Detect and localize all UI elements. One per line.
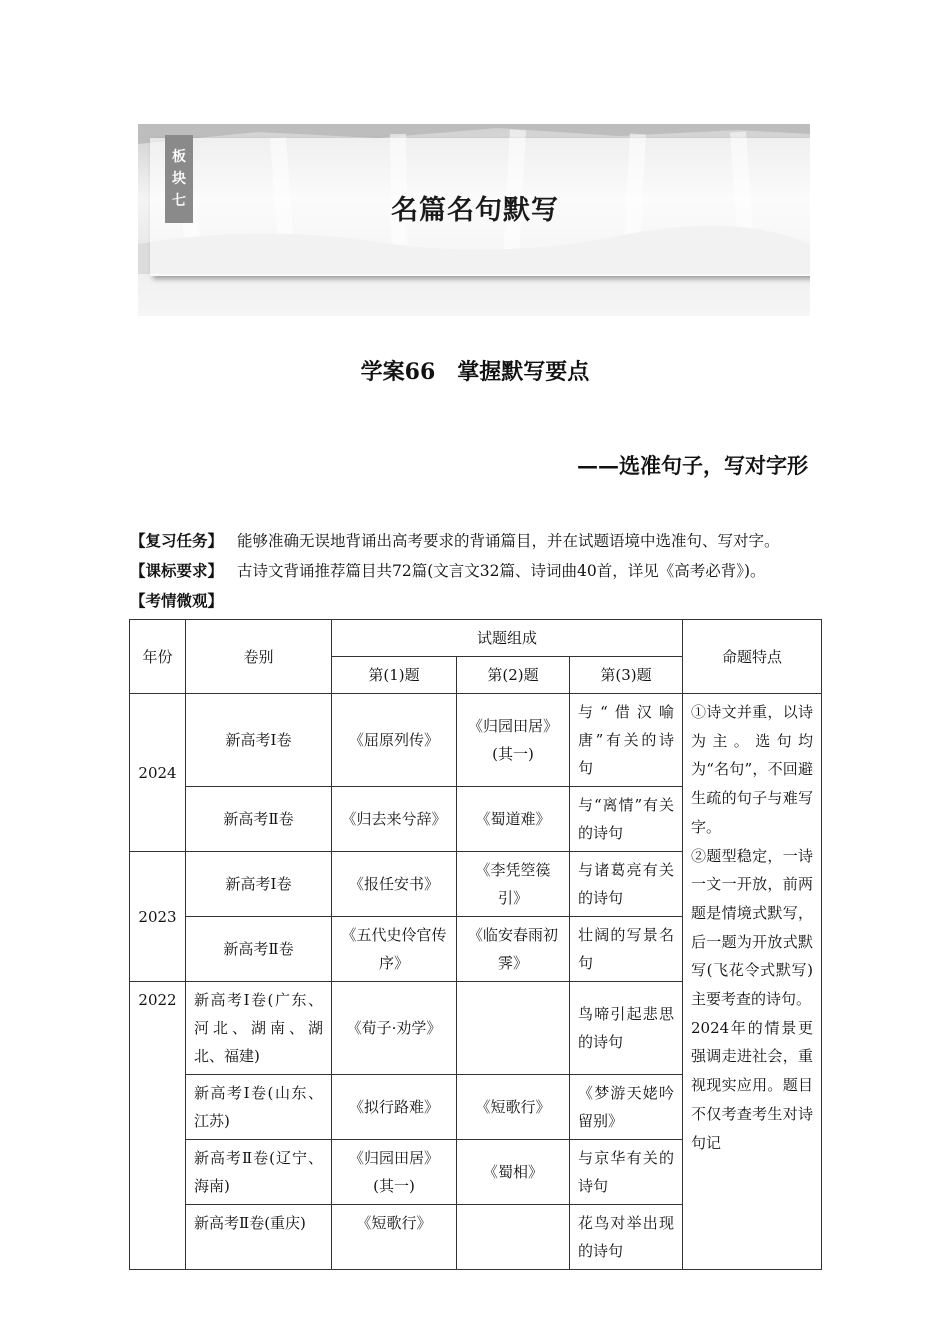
q3-cell: 壮阔的写景名句	[570, 917, 683, 982]
banner-title: 名篇名句默写	[391, 195, 559, 226]
lesson-number: 学案66	[360, 359, 436, 385]
header-paper: 卷别	[186, 620, 332, 694]
paper-cell: 新高考Ⅱ卷(重庆)	[186, 1205, 332, 1270]
q3-cell: 与诸葛亮有关的诗句	[570, 852, 683, 917]
q1-cell: 《归园田居》(其一)	[332, 1140, 457, 1205]
curriculum-label: 【课标要求】	[130, 562, 224, 580]
block-tag	[165, 135, 193, 223]
q3-cell: 鸟啼引起悲思的诗句	[570, 982, 683, 1075]
header-q2: 第(2)题	[457, 657, 570, 694]
curriculum-text: 古诗文背诵推荐篇目共72篇(文言文32篇、诗词曲40首，详见《高考必背》)。	[237, 562, 766, 580]
q2-cell: 《临安春雨初霁》	[457, 917, 570, 982]
q3-cell: 《梦游天姥吟留别》	[570, 1075, 683, 1140]
header-q3: 第(3)题	[570, 657, 683, 694]
review-task-text: 能够准确无误地背诵出高考要求的背诵篇目，并在试题语境中选准句、写对字。	[237, 532, 780, 550]
q3-cell: 花鸟对举出现的诗句	[570, 1205, 683, 1270]
exam-table	[129, 619, 822, 1270]
lesson-subtitle: ——选准句子，写对字形	[577, 453, 808, 478]
q1-cell: 《拟行路难》	[332, 1075, 457, 1140]
q1-cell: 《报任安书》	[332, 852, 457, 917]
paper-cell: 新高考Ⅱ卷	[186, 787, 332, 852]
header-feature: 命题特点	[683, 620, 822, 694]
review-task	[130, 530, 780, 552]
q3-cell: 与“借汉喻唐”有关的诗句	[570, 694, 683, 787]
q2-cell: 《短歌行》	[457, 1075, 570, 1140]
q2-cell	[457, 982, 570, 1075]
feature-cell	[683, 694, 822, 1270]
q2-cell: 《蜀相》	[457, 1140, 570, 1205]
feature-point: ①诗文并重，以诗为主。选句均为“名句”，不回避生疏的句子与难写字。	[691, 703, 813, 836]
paper-cell: 新高考Ⅰ卷	[186, 852, 332, 917]
year-cell: 2024	[130, 694, 186, 852]
block-tag-char: 块	[172, 171, 186, 187]
block-tag-char: 板	[172, 149, 186, 165]
exam-overview-label: 【考情微观】	[130, 592, 224, 610]
feature-point: 2024年的情景更强调走进社会，重视现实应用。题目不仅考查考生对诗句记	[691, 1018, 813, 1152]
year-cell: 2022	[130, 982, 186, 1270]
curriculum-requirement	[130, 560, 766, 582]
paper-cell: 新高考Ⅱ卷	[186, 917, 332, 982]
q3-cell: 与京华有关的诗句	[570, 1140, 683, 1205]
q2-cell	[457, 1205, 570, 1270]
paper-cell: 新高考Ⅱ卷(辽宁、海南)	[186, 1140, 332, 1205]
header-question-group: 试题组成	[332, 620, 683, 657]
lesson-title	[0, 355, 950, 386]
block-tag-char: 七	[172, 193, 186, 209]
q2-cell: 《蜀道难》	[457, 787, 570, 852]
paper-cell: 新高考Ⅰ卷(山东、江苏)	[186, 1075, 332, 1140]
table-row	[130, 694, 822, 787]
header-year: 年份	[130, 620, 186, 694]
header-q1: 第(1)题	[332, 657, 457, 694]
exam-overview	[130, 590, 237, 612]
paper-cell: 新高考Ⅰ卷(广东、河北、湖南、湖北、福建)	[186, 982, 332, 1075]
q1-cell: 《五代史伶官传序》	[332, 917, 457, 982]
q2-cell: 《归园田居》(其一)	[457, 694, 570, 787]
q3-cell: 与“离情”有关的诗句	[570, 787, 683, 852]
lesson-name: 掌握默写要点	[457, 359, 590, 385]
q2-cell: 《李凭箜篌引》	[457, 852, 570, 917]
q1-cell: 《短歌行》	[332, 1205, 457, 1270]
q1-cell: 《荀子·劝学》	[332, 982, 457, 1075]
feature-point: ②题型稳定，一诗一文一开放，前两题是情境式默写，后一题为开放式默写(飞花令式默写)主要考查的诗句。	[691, 846, 813, 1009]
q1-cell: 《归去来兮辞》	[332, 787, 457, 852]
review-task-label: 【复习任务】	[130, 532, 224, 550]
paper-cell: 新高考Ⅰ卷	[186, 694, 332, 787]
year-cell: 2023	[130, 852, 186, 982]
q1-cell: 《屈原列传》	[332, 694, 457, 787]
